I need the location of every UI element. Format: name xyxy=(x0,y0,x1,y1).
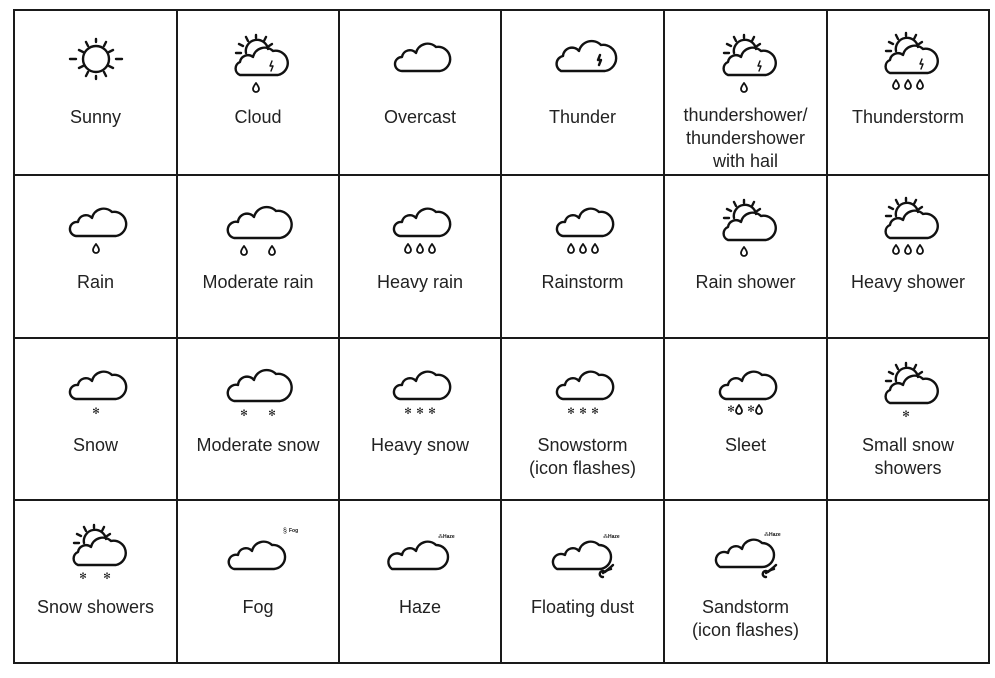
cell-label: Moderate rain xyxy=(202,272,314,292)
cloud-dust-icon xyxy=(533,521,633,591)
svg-text:Haze: Haze xyxy=(768,532,781,538)
cell-heavy-shower xyxy=(828,176,990,339)
svg-text:Fog: Fog xyxy=(289,528,299,534)
cloud-snowstorm-icon xyxy=(533,359,633,429)
svg-text:✻: ✻ xyxy=(590,406,599,416)
svg-text:✻: ✻ xyxy=(240,408,248,418)
cell-snow xyxy=(15,339,178,501)
svg-text:✻: ✻ xyxy=(78,571,87,581)
cell-label: Heavy snow xyxy=(370,435,470,455)
partly-cloudy-thunder-rain-icon xyxy=(208,31,308,101)
partly-cloudy-snow-icon xyxy=(858,359,958,429)
cell-label: Snow showers xyxy=(36,597,155,617)
haze-indicator-icon: ⁂ xyxy=(763,532,769,538)
svg-text:✻: ✻ xyxy=(746,404,755,414)
cell-sunny xyxy=(15,11,178,176)
cell-haze xyxy=(340,501,502,664)
cell-floating-dust xyxy=(502,501,665,664)
cell-rain xyxy=(15,176,178,339)
cell-label: Thunderstorm xyxy=(851,107,965,127)
cell-rainstorm xyxy=(502,176,665,339)
sun-icon xyxy=(46,31,146,101)
haze-indicator-icon: ⁂ xyxy=(438,534,443,540)
cell-rain-shower xyxy=(665,176,828,339)
cell-label: Fog xyxy=(242,597,274,617)
cell-moderate-rain xyxy=(178,176,340,339)
partly-cloudy-rain-icon xyxy=(696,196,796,266)
cloud-moderate-snow-icon xyxy=(208,359,308,429)
partly-cloudy-moderate-snow-icon xyxy=(46,521,146,591)
fog-indicator-icon: § xyxy=(283,528,287,535)
partly-cloudy-thunder-heavy-rain-icon xyxy=(858,31,958,101)
cell-cloud xyxy=(178,11,340,176)
svg-text:✻: ✻ xyxy=(902,409,910,419)
cell-label: Haze xyxy=(398,597,442,617)
cloud-rainstorm-icon xyxy=(533,196,633,266)
cell-small-snow-showers xyxy=(828,339,990,501)
svg-text:Haze: Haze xyxy=(607,534,620,540)
cell-label: thundershower/ thundershower with hail xyxy=(683,105,808,171)
cell-snowstorm xyxy=(502,339,665,501)
cell-empty xyxy=(828,501,990,664)
svg-text:✻: ✻ xyxy=(726,404,735,414)
cloud-sleet-icon xyxy=(696,359,796,429)
svg-text:✻: ✻ xyxy=(404,406,412,416)
svg-text:✻: ✻ xyxy=(268,408,276,418)
cell-label: Heavy shower xyxy=(850,272,966,292)
cell-heavy-rain xyxy=(340,176,502,339)
cell-label: Heavy rain xyxy=(376,272,464,292)
cell-label: Snowstorm (icon flashes) xyxy=(528,435,637,478)
cell-label: Overcast xyxy=(383,107,457,127)
cell-moderate-snow xyxy=(178,339,340,501)
cloud-rain-icon xyxy=(46,196,146,266)
svg-text:✻: ✻ xyxy=(566,406,575,416)
cell-thundershower xyxy=(665,11,828,176)
haze-indicator-icon: ⁂ xyxy=(602,534,608,540)
svg-text:Haze: Haze xyxy=(443,534,455,540)
cell-label: Sunny xyxy=(69,107,122,127)
cloud-icon xyxy=(370,31,470,101)
svg-text:✻: ✻ xyxy=(578,406,587,416)
cell-label: Sleet xyxy=(724,435,767,455)
cell-label: Rainstorm xyxy=(541,272,624,292)
cell-snow-showers xyxy=(15,501,178,664)
svg-text:✻: ✻ xyxy=(428,406,436,416)
svg-text:✻: ✻ xyxy=(91,406,100,416)
weather-icon-table xyxy=(13,9,990,664)
cell-label: Small snow showers xyxy=(861,435,955,478)
cell-label: Thunder xyxy=(548,107,617,127)
cloud-thunder-icon xyxy=(533,31,633,101)
cloud-heavy-snow-icon xyxy=(370,359,470,429)
cell-overcast xyxy=(340,11,502,176)
svg-text:✻: ✻ xyxy=(416,406,424,416)
cloud-fog-icon xyxy=(208,521,308,591)
partly-cloudy-thunder-rain-icon xyxy=(696,31,796,101)
cell-label: Moderate snow xyxy=(196,435,320,455)
cell-sleet xyxy=(665,339,828,501)
cell-heavy-snow xyxy=(340,339,502,501)
cloud-heavy-rain-icon xyxy=(370,196,470,266)
cell-label: Floating dust xyxy=(530,597,635,617)
cell-label: Sandstorm (icon flashes) xyxy=(691,597,800,640)
cell-sandstorm xyxy=(665,501,828,664)
cloud-snow-icon xyxy=(46,359,146,429)
cell-label: Rain shower xyxy=(695,272,796,292)
partly-cloudy-heavy-rain-icon xyxy=(858,196,958,266)
cloud-sandstorm-icon xyxy=(696,521,796,591)
cell-fog xyxy=(178,501,340,664)
cell-thunderstorm xyxy=(828,11,990,176)
cloud-haze-icon xyxy=(370,521,470,591)
cell-label: Snow xyxy=(72,435,119,455)
cell-label: Rain xyxy=(76,272,115,292)
svg-text:✻: ✻ xyxy=(102,571,111,581)
cloud-moderate-rain-icon xyxy=(208,196,308,266)
cell-thunder xyxy=(502,11,665,176)
cell-label: Cloud xyxy=(234,107,282,127)
